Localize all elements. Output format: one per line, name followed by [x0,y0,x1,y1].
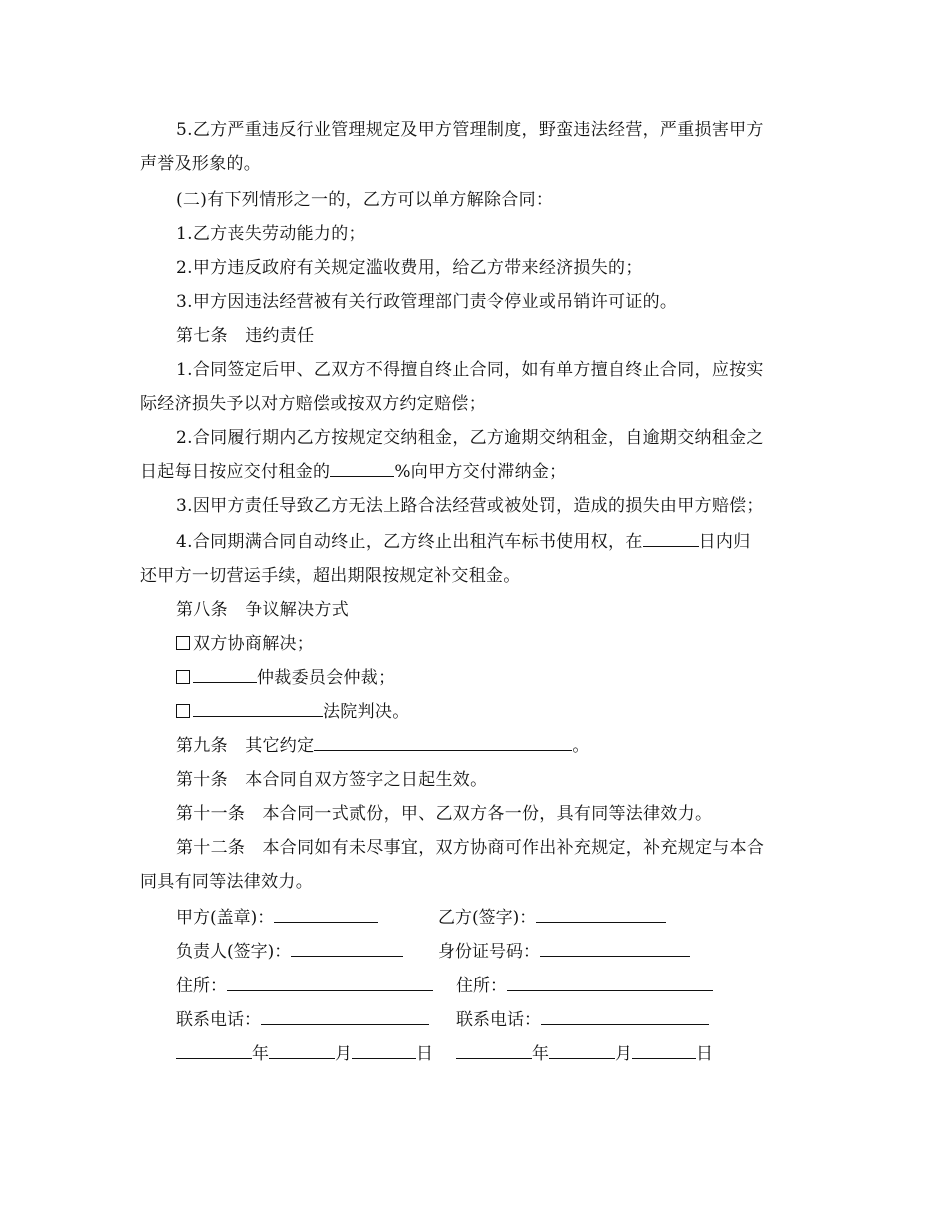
option-arbitration [176,666,395,690]
year-label: 年 [532,1044,549,1064]
month-label: 月 [615,1044,632,1064]
phone-a [176,1008,429,1032]
year-blank[interactable] [456,1042,532,1059]
article-heading: 第十二条 本合同如有未尽事宜，双方协商可作出补充规定，补充规定与本合 [176,838,765,858]
party-b-signature [438,906,666,930]
clause-paragraph [140,460,566,484]
phone-b [456,1008,709,1032]
clause-paragraph: 3.因甲方责任导致乙方无法上路合法经营或被处罚，造成的损失由甲方赔偿； [176,496,764,516]
id-number-blank[interactable] [540,940,690,957]
section-heading: (二)有下列情形之一的，乙方可以单方解除合同： [176,190,554,210]
article-heading: 第八条 争议解决方式 [176,600,349,620]
article-heading [176,734,590,758]
clause-paragraph: 还甲方一切营运手续，超出期限按规定补交租金。 [140,566,521,586]
option-label: 法院判决。 [323,702,410,722]
article-text: 第九条 其它约定 [176,736,315,756]
day-label: 日 [696,1044,713,1064]
clause-paragraph: 同具有同等法律效力。 [140,872,313,892]
address-a [176,974,433,998]
clause-item: 3.甲方因违法经营被有关行政管理部门责令停业或吊销许可证的。 [176,292,678,312]
clause-paragraph: 声誉及形象的。 [140,154,262,174]
month-blank[interactable] [549,1042,615,1059]
party-a-label: 甲方(盖章)： [176,908,275,928]
checkbox[interactable] [176,704,190,718]
address-b [456,974,713,998]
month-label: 月 [335,1044,352,1064]
clause-paragraph: 2.合同履行期内乙方按规定交纳租金，乙方逾期交纳租金，自逾期交纳租金之 [176,428,764,448]
clause-text: 4.合同期满合同自动终止，乙方终止出租汽车标书使用权，在 [176,532,643,552]
option-label: 双方协商解决； [193,634,315,654]
checkbox[interactable] [176,636,190,650]
day-blank[interactable] [352,1042,416,1059]
clause-text: 日内归 [698,532,751,552]
responsible-signature [176,940,403,964]
option-court [176,700,410,724]
phone-a-label: 联系电话： [176,1010,261,1030]
article-heading: 第七条 违约责任 [176,326,315,346]
address-a-label: 住所： [176,976,227,996]
checkbox[interactable] [176,670,190,684]
court-blank[interactable] [193,700,323,717]
clause-paragraph: 5.乙方严重违反行业管理规定及甲方管理制度，野蛮违法经营，严重损害甲方 [176,120,764,140]
party-a-blank[interactable] [274,906,378,923]
phone-b-label: 联系电话： [456,1010,541,1030]
id-number [438,940,690,964]
clause-text: %向甲方交付滞纳金； [394,462,567,482]
year-label: 年 [252,1044,269,1064]
party-b-blank[interactable] [536,906,666,923]
clause-item: 1.乙方丧失劳动能力的； [176,224,366,244]
address-b-blank[interactable] [507,974,713,991]
clause-text: 日起每日按应交付租金的 [140,462,331,482]
clause-paragraph [176,530,751,554]
clause-paragraph: 1.合同签定后甲、乙双方不得擅自终止合同，如有单方擅自终止合同，应按实 [176,360,764,380]
party-b-label: 乙方(签字)： [438,908,537,928]
article-heading: 第十条 本合同自双方签字之日起生效。 [176,770,488,790]
responsible-label: 负责人(签字)： [176,942,292,962]
clause-paragraph: 际经济损失予以对方赔偿或按双方约定赔偿； [140,394,486,414]
article-text: 。 [572,736,590,756]
address-b-label: 住所： [456,976,507,996]
arbitration-blank[interactable] [193,666,257,683]
other-terms-blank[interactable] [314,734,572,751]
option-label: 仲裁委员会仲裁； [257,668,396,688]
year-blank[interactable] [176,1042,252,1059]
phone-a-blank[interactable] [261,1008,429,1025]
day-blank[interactable] [632,1042,696,1059]
date-b [456,1042,713,1066]
month-blank[interactable] [269,1042,335,1059]
responsible-blank[interactable] [291,940,403,957]
option-negotiation [176,632,314,656]
day-label: 日 [416,1044,433,1064]
phone-b-blank[interactable] [541,1008,709,1025]
article-heading: 第十一条 本合同一式贰份，甲、乙双方各一份，具有同等法律效力。 [176,804,713,824]
id-number-label: 身份证号码： [438,942,540,962]
clause-item: 2.甲方违反政府有关规定滥收费用，给乙方带来经济损失的； [176,258,643,278]
percentage-blank[interactable] [330,460,394,477]
party-a-signature [176,906,378,930]
days-blank[interactable] [643,530,699,547]
date-a [176,1042,433,1066]
address-a-blank[interactable] [227,974,433,991]
